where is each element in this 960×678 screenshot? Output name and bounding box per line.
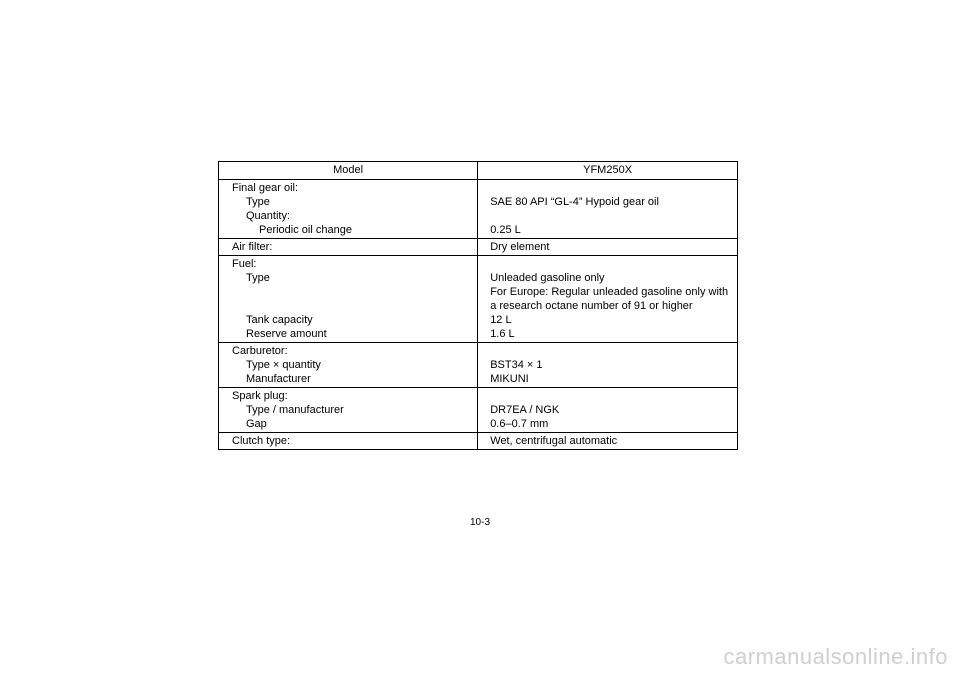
carburetor-row (219, 343, 738, 388)
fuel-type-value: Unleaded gasoline only (490, 272, 605, 284)
final-gear-oil-type-value: SAE 80 API “GL-4” Hypoid gear oil (490, 196, 659, 208)
carburetor-label: Carburetor: (232, 345, 288, 357)
spark-plug-gap-label: Gap (246, 418, 267, 430)
final-gear-oil-type-label: Type (246, 196, 270, 208)
clutch-type-value: Wet, centrifugal automatic (490, 435, 618, 447)
spark-plug-label: Spark plug: (232, 390, 288, 402)
watermark: carmanualsonline.info (723, 644, 948, 669)
reserve-amount-label: Reserve amount (246, 328, 327, 340)
periodic-oil-change-value: 0.25 L (490, 224, 521, 236)
fuel-europe-note-line2: a research octane number of 91 or higher (490, 300, 693, 312)
spark-plug-gap-value: 0.6–0.7 mm (490, 418, 549, 430)
tank-capacity-label: Tank capacity (246, 314, 313, 326)
fuel-europe-note-line1: For Europe: Regular unleaded gasoline only with (490, 286, 729, 298)
spark-plug-row (219, 388, 738, 433)
final-gear-oil-quantity-label: Quantity: (246, 210, 291, 222)
carburetor-type-quantity-value: BST34 × 1 (490, 359, 543, 371)
carburetor-type-quantity-label: Type × quantity (246, 359, 321, 371)
tank-capacity-value: 12 L (490, 314, 512, 326)
spark-plug-type-value: DR7EA / NGK (490, 404, 560, 416)
page-number: 10-3 (469, 517, 490, 528)
air-filter-row (219, 239, 738, 256)
table-header-row (219, 162, 738, 180)
carburetor-manufacturer-value: MIKUNI (490, 373, 529, 385)
fuel-type-label: Type (246, 272, 270, 284)
periodic-oil-change-label: Periodic oil change (259, 224, 352, 236)
fuel-row (219, 256, 738, 343)
carburetor-manufacturer-label: Manufacturer (246, 373, 311, 385)
spark-plug-type-label: Type / manufacturer (246, 404, 344, 416)
clutch-type-label: Clutch type: (232, 435, 291, 447)
model-value-header: YFM250X (478, 162, 738, 180)
specifications-table (218, 161, 738, 450)
reserve-amount-value: 1.6 L (490, 328, 515, 340)
clutch-type-row (219, 433, 738, 450)
air-filter-value: Dry element (490, 241, 550, 253)
fuel-label: Fuel: (232, 258, 257, 270)
final-gear-oil-row (219, 180, 738, 239)
model-header: Model (219, 162, 478, 180)
air-filter-label: Air filter: (232, 241, 273, 253)
final-gear-oil-label: Final gear oil: (232, 182, 299, 194)
